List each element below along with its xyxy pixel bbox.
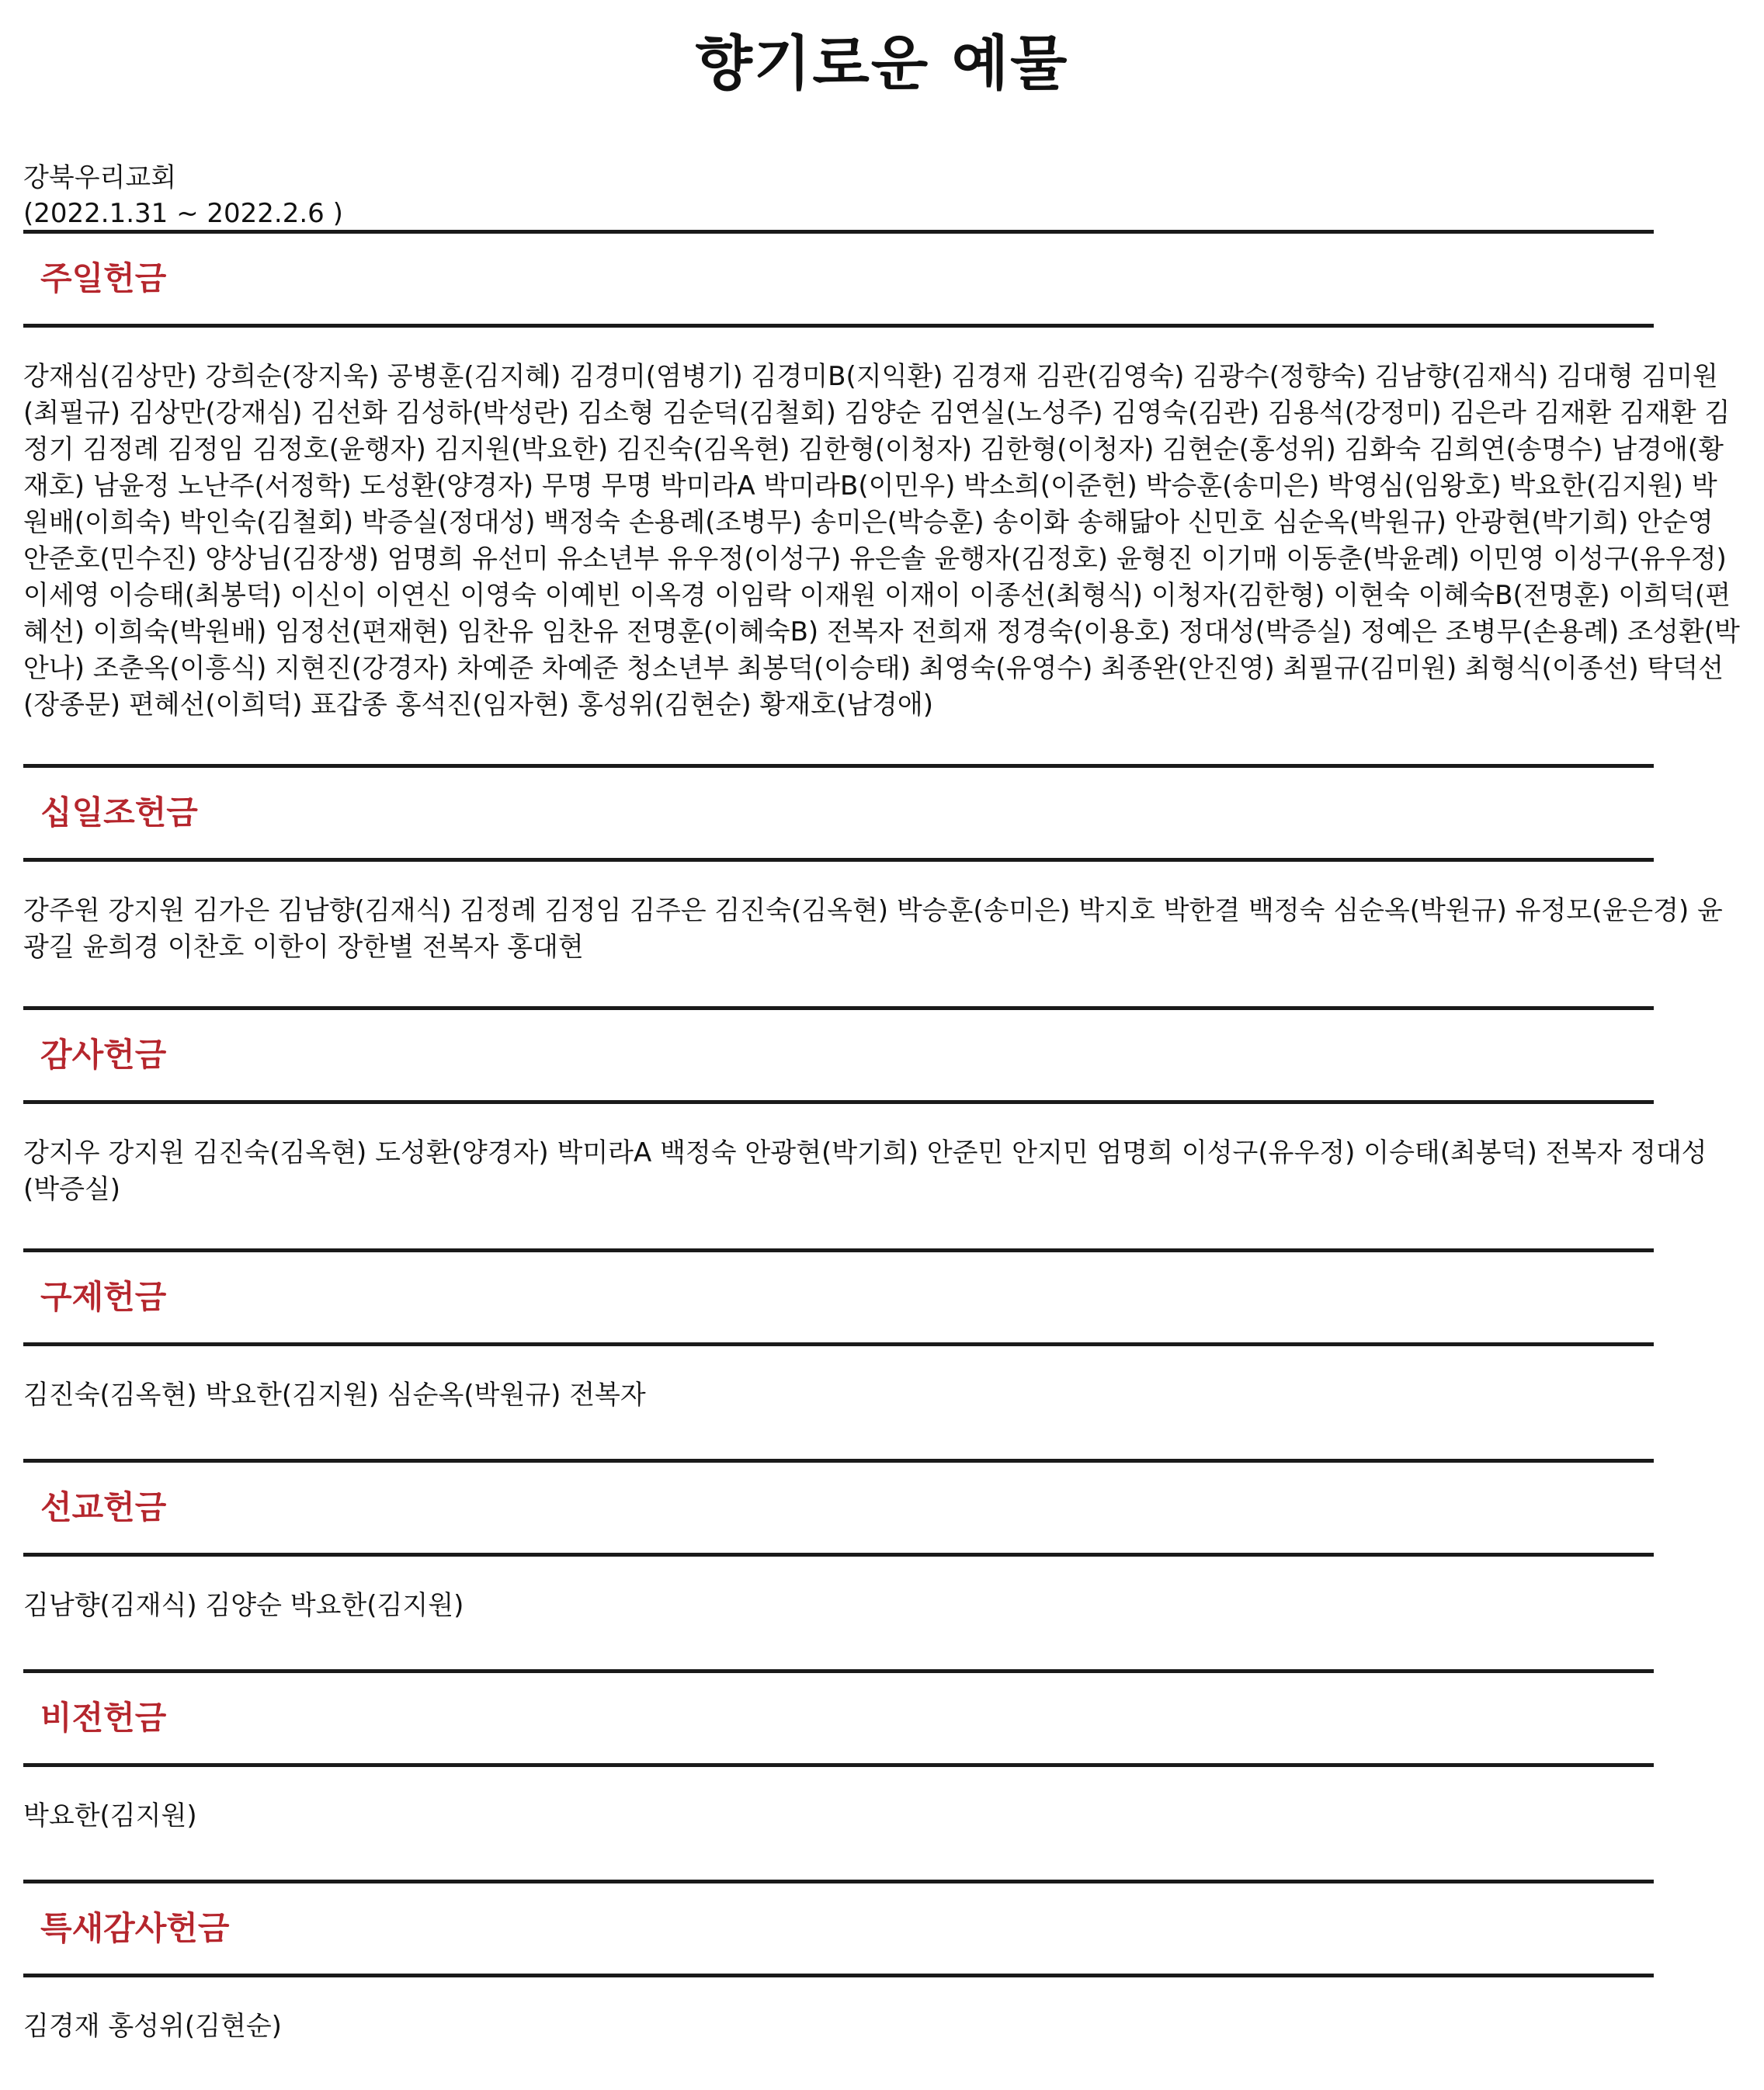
donor-list: 김진숙(김옥현) 박요한(김지원) 심순옥(박원규) 전복자 — [23, 1380, 646, 1411]
section-title: 주일헌금 — [40, 259, 167, 297]
donor-list: 강지우 강지원 김진숙(김옥현) 도성환(양경자) 박미라A 백정숙 안광현(박기희) 안준민 안지민 엄명희 이성구(유우정) 이승태(최봉덕) 전복자 정대성(박증실) — [23, 1137, 1707, 1205]
date-range: (2022.1.31 ~ 2022.2.6 ) — [23, 198, 343, 229]
page-title: 향기로운 예물 — [695, 29, 1069, 98]
section-title: 비전헌금 — [40, 1699, 167, 1737]
donor-list: 강재심(김상만) 강희순(장지욱) 공병훈(김지혜) 김경미(염병기) 김경미B(지익환) 김경재 김관(김영숙) 김광수(정향숙) 김남향(김재식) 김대형 김미원(최필규) 김상만(강재심) 김선화 김성하(박성란) 김소형 김순덕(김철회) 김양순 김연실(노성주) 김영숙(김관) 김용석(강정미) 김은라 김재환 김재환 김정기 김정례 김정임 김정호(윤행자) 김지원(박요한) 김진숙(김옥현) 김한형(이청자) 김한형(이청자) 김현순(홍성위) 김화숙 김희연(송명수) 남경애(황재호) 남윤정 노난주(서정학) 도성환(양경자) 무명 무명 박미라A 박미라B(이민우) 박소희(이준헌) 박승훈(송미은) 박영심(임왕호) 박요한(김지원) 박원배(이희숙) 박인숙(김철회) 박증실(정대성) 백정숙 손용례(조병무) 송미은(박승훈) 송이화 송해닮아 신민호 심순옥(박원규) 안광현(박기희) 안순영 안준호(민수진) 양상님(김장생) 엄명희 유선미 유소년부 유우정(이성구) 유은솔 윤행자(김정호) 윤형진 이기매 이동춘(박윤례) 이민영 이성구(유우정) 이세영 이승태(최봉덕) 이신이 이연신 이영숙 이예빈 이옥경 이임락 이재원 이재이 이종선(최형식) 이청자(김한형) 이현숙 이혜숙B(전명훈) 이희덕(편혜선) 이희숙(박원배) 임정선(편재현) 임찬유 임찬유 전명훈(이혜숙B) 전복자 전희재 정경숙(이용호) 정대성(박증실) 정예은 조병무(손용례) 조성환(박안나) 조춘옥(이흥식) 지현진(강경자) 차예준 차예준 청소년부 최봉덕(이승태) 최영숙(유영수) 최종완(안진영) 최필규(김미원) 최형식(이종선) 탁덕선(장종문) 편혜선(이희덕) 표갑종 홍석진(임자현) 홍성위(김현순) 황재호(남경애) — [23, 361, 1740, 720]
section-relief-offering — [23, 1248, 1742, 1459]
section-special-dawn-offering — [23, 1880, 1742, 2090]
section-thanksgiving-offering — [23, 1006, 1742, 1248]
church-name: 강북우리교회 — [23, 162, 177, 193]
section-tithe-offering — [23, 764, 1742, 1006]
section-title: 감사헌금 — [40, 1036, 167, 1074]
donor-list: 강주원 강지원 김가은 김남향(김재식) 김정례 김정임 김주은 김진숙(김옥현) 박승훈(송미은) 박지호 박한결 백정숙 심순옥(박원규) 유정모(윤은경) 윤광길 윤희경 이찬호 이한이 장한별 전복자 홍대현 — [23, 895, 1723, 963]
section-title: 선교헌금 — [40, 1488, 167, 1526]
donor-list: 김경재 홍성위(김현순) — [23, 2011, 282, 2042]
section-title: 구제헌금 — [40, 1278, 167, 1316]
donor-list: 김남향(김재식) 김양순 박요한(김지원) — [23, 1590, 464, 1621]
section-sunday-offering — [23, 230, 1742, 764]
section-title: 십일조헌금 — [40, 793, 198, 831]
offering-sections — [23, 230, 1742, 2090]
section-vision-offering — [23, 1669, 1742, 1880]
header-info — [23, 160, 343, 231]
section-mission-offering — [23, 1459, 1742, 1669]
section-title: 특새감사헌금 — [40, 1909, 230, 1947]
donor-list: 박요한(김지원) — [23, 1800, 197, 1831]
